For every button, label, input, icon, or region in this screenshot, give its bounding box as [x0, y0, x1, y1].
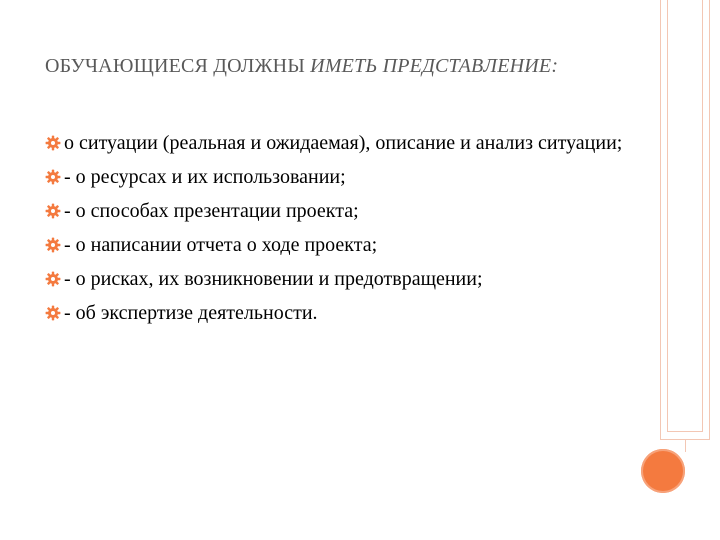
- gear-icon: [45, 135, 61, 151]
- gear-icon: [45, 169, 61, 185]
- list-item: [45, 164, 645, 190]
- decorative-frame-connector: [685, 440, 686, 452]
- gear-icon: [45, 203, 61, 219]
- list-item-text: - о способах презентации проекта;: [64, 200, 359, 222]
- list-item: [45, 300, 645, 326]
- list-item: [45, 198, 645, 224]
- bullet-list: [45, 130, 645, 334]
- list-item: [45, 266, 645, 292]
- slide-title: [45, 52, 635, 80]
- decorative-frame-inner: [667, 0, 703, 432]
- gear-icon: [45, 305, 61, 321]
- list-item: [45, 130, 645, 156]
- gear-icon: [45, 271, 61, 287]
- list-item-text: - об экспертизе деятельности.: [64, 302, 318, 324]
- title-plain: ОБУЧАЮЩИЕСЯ ДОЛЖНЫ: [45, 55, 311, 77]
- list-item-text: - о написании отчета о ходе проекта;: [64, 234, 378, 256]
- list-item-text: о ситуации (реальная и ожидаемая), описание и анализ ситуации;: [64, 132, 623, 154]
- title-emphasis: ИМЕТЬ ПРЕДСТАВЛЕНИЕ:: [310, 55, 559, 77]
- list-item-text: - о ресурсах и их использовании;: [64, 166, 346, 188]
- gear-icon: [45, 237, 61, 253]
- list-item-text: - о рисках, их возникновении и предотвращении;: [64, 268, 483, 290]
- decorative-circle: [641, 449, 685, 493]
- list-item: [45, 232, 645, 258]
